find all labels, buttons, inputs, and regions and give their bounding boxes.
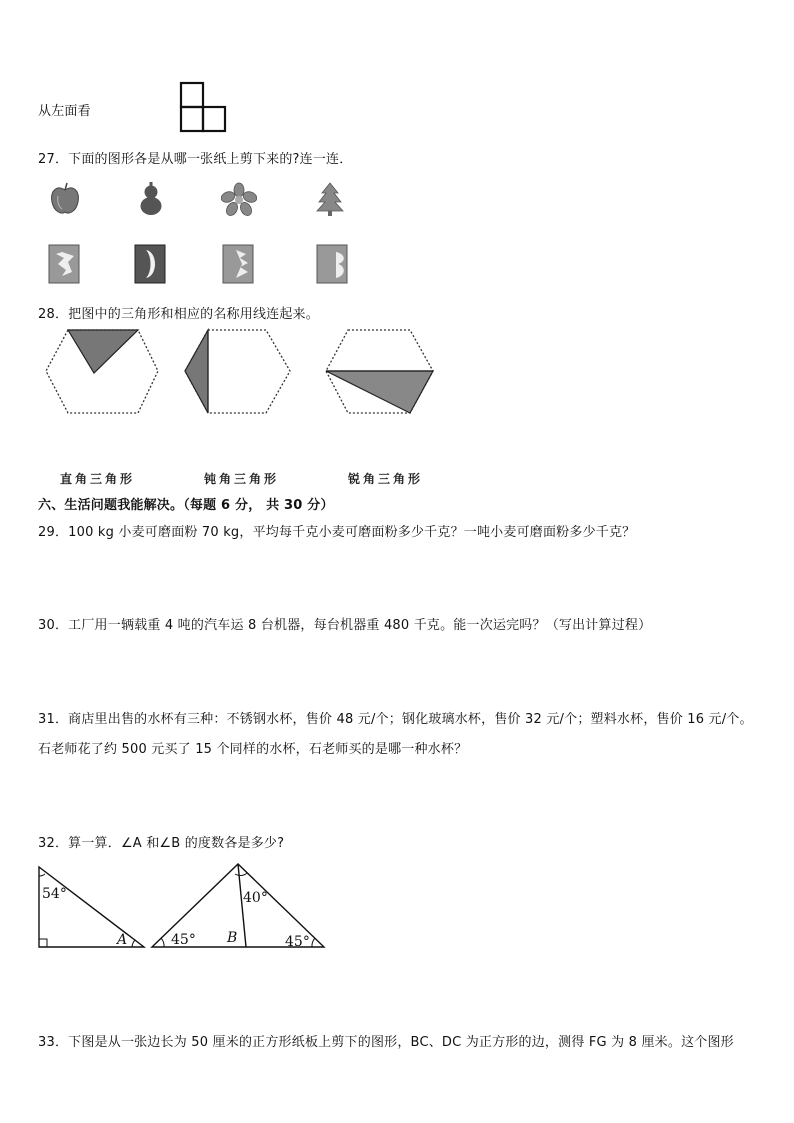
question-32: 32．算一算．∠A 和∠B 的度数各是多少? — [38, 836, 285, 851]
paper-cut-2 — [134, 244, 166, 284]
label-obtuse-triangle: 钝角三角形 — [204, 472, 280, 486]
view-left-label: 从左面看 — [38, 104, 91, 119]
question-27: 27．下面的图形各是从哪一张纸上剪下来的?连一连． — [38, 152, 353, 167]
flower-icon — [221, 182, 257, 216]
question-28: 28．把图中的三角形和相应的名称用线连起来。 — [38, 307, 319, 322]
paper-cut-1 — [48, 244, 80, 284]
gourd-icon — [136, 181, 166, 217]
section-6-heading: 六、生活问题我能解决。（每题 6 分， 共 30 分） — [38, 498, 334, 513]
angle-45-right-label: 45° — [285, 934, 310, 950]
question-33: 33．下图是从一张边长为 50 厘米的正方形纸板上剪下的图形，BC、DC 为正方形的边，测得 FG 为 8 厘米。这个图形 — [38, 1035, 734, 1050]
angle-54-label: 54° — [42, 886, 67, 902]
question-29: 29．100 kg 小麦可磨面粉 70 kg，平均每千克小麦可磨面粉多少千克？一吨小麦可磨面粉多少千克？ — [38, 525, 636, 540]
apple-icon — [50, 182, 80, 216]
hexagon-figures — [38, 325, 458, 419]
triangle-shaded-2 — [185, 330, 208, 413]
angle-A-label: A — [117, 932, 128, 948]
question-31-line-1: 31．商店里出售的水杯有三种：不锈钢水杯，售价 48 元/个；钢化玻璃水杯，售价 32 元/个；塑料水杯，售价 16 元/个。 — [38, 712, 753, 727]
tree-icon — [314, 181, 346, 217]
label-right-triangle: 直角三角形 — [60, 472, 136, 486]
question-31-line-2: 石老师花了约 500 元买了 15 个同样的水杯，石老师买的是哪一种水杯？ — [38, 742, 468, 757]
angle-45-left-label: 45° — [171, 932, 196, 948]
triangle-shaded-1 — [68, 330, 138, 373]
paper-cut-4 — [316, 244, 348, 284]
question-30: 30．工厂用一辆载重 4 吨的汽车运 8 台机器，每台机器重 480 千克。能一次运完吗？（写出计算过程） — [38, 618, 652, 633]
label-acute-triangle: 锐角三角形 — [348, 472, 424, 486]
paper-cut-3 — [222, 244, 254, 284]
angle-40-label: 40° — [243, 890, 268, 906]
angle-B-label: B — [227, 930, 238, 946]
left-view-figure — [178, 80, 230, 134]
triangle-shaded-3 — [326, 371, 433, 413]
